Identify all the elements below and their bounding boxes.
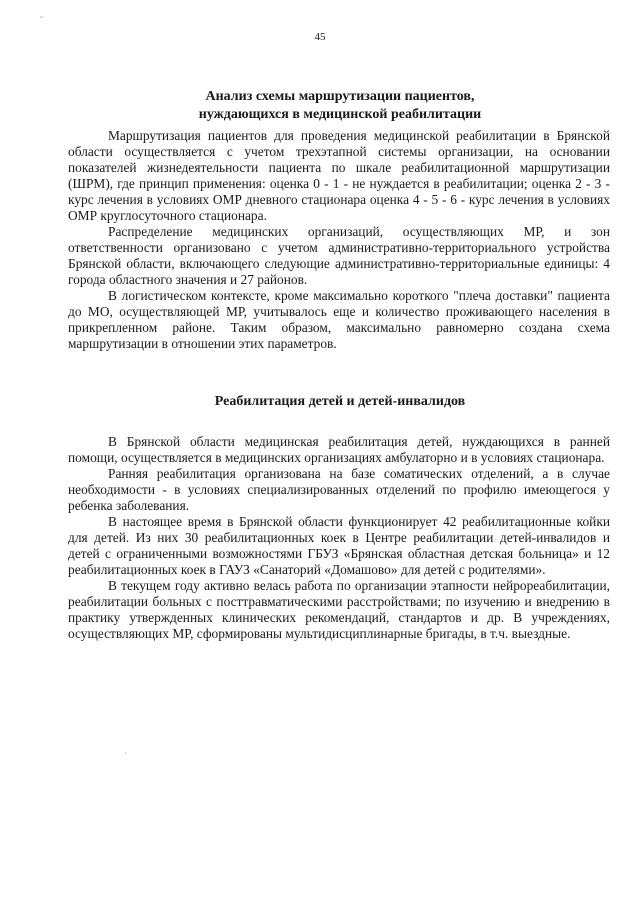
section-routing-body — [68, 128, 610, 352]
section-title-line: Анализ схемы маршрутизации пациентов, — [205, 89, 475, 104]
section-title-line: нуждающихся в медицинской реабилитации — [198, 107, 482, 122]
paragraph: Ранняя реабилитация организована на базе соматических отделений, а в случае необходимости - в условиях специализированных отделений по профилю имеющегося у ребенка заболевания. — [68, 466, 610, 513]
paragraph: В Брянской области медицинская реабилитация детей, нуждающихся в ранней помощи, осуществляется в медицинских организациях амбулаторно и в условиях стационара. — [68, 434, 610, 465]
scan-mark: ‸ — [40, 8, 44, 18]
scan-mark: · — [124, 748, 127, 758]
paragraph: Распределение медицинских организаций, осуществляющих МР, и зон ответственности организовано с учетом административно-территориального устройства Брянской области, включающего следующие административно-территориальные единицы: 4 города областного значения и 27 районов. — [68, 224, 610, 287]
paragraph: В логистическом контексте, кроме максимально короткого "плеча доставки" пациента до МО, осуществляющей МР, учитывалось еще и количество проживающего населения в прикрепленном районе. Таким образом, максимально равномерно создана схема маршрутизации в отношении этих параметров. — [68, 288, 610, 351]
section-title-children-rehab — [70, 393, 610, 411]
section-title-routing — [70, 88, 610, 124]
paragraph: В текущем году активно велась работа по организации этапности нейрореабилитации, реабилитации больных с посттравматическими расстройствами; по изучению и внедрению в практику утвержденных клинических рекомендаций, стандартов и др. В учреждениях, осуществляющих МР, сформированы мультидисциплинарные бригады, в т.ч. выездные. — [68, 578, 610, 641]
page-number: 45 — [314, 31, 326, 43]
paragraph: Маршрутизация пациентов для проведения медицинской реабилитации в Брянской области осуществляется с учетом трехэтапной системы организации, на основании показателей жизнедеятельности пациента по шкале реабилитационной маршрутизации (ШРМ), где принцип применения: оценка 0 - 1 - не нуждается в реабилитации; оценка 2 - 3 - курс лечения в условиях ОМР дневного стационара оценка 4 - 5 - 6 - курс лечения в условиях ОМР круглосуточного стационара. — [68, 128, 610, 223]
section-title-line: Реабилитация детей и детей-инвалидов — [214, 394, 466, 409]
paragraph: В настоящее время в Брянской области функционирует 42 реабилитационные койки для детей. Из них 30 реабилитационных коек в Центре реабилитации детей-инвалидов и детей с ограниченными возможностями ГБУЗ «Брянская областная детская больница» и 12 реабилитационных коек в ГАУЗ «Санаторий «Домашово» для детей с родителями». — [68, 514, 610, 577]
section-children-rehab-body — [68, 434, 610, 642]
